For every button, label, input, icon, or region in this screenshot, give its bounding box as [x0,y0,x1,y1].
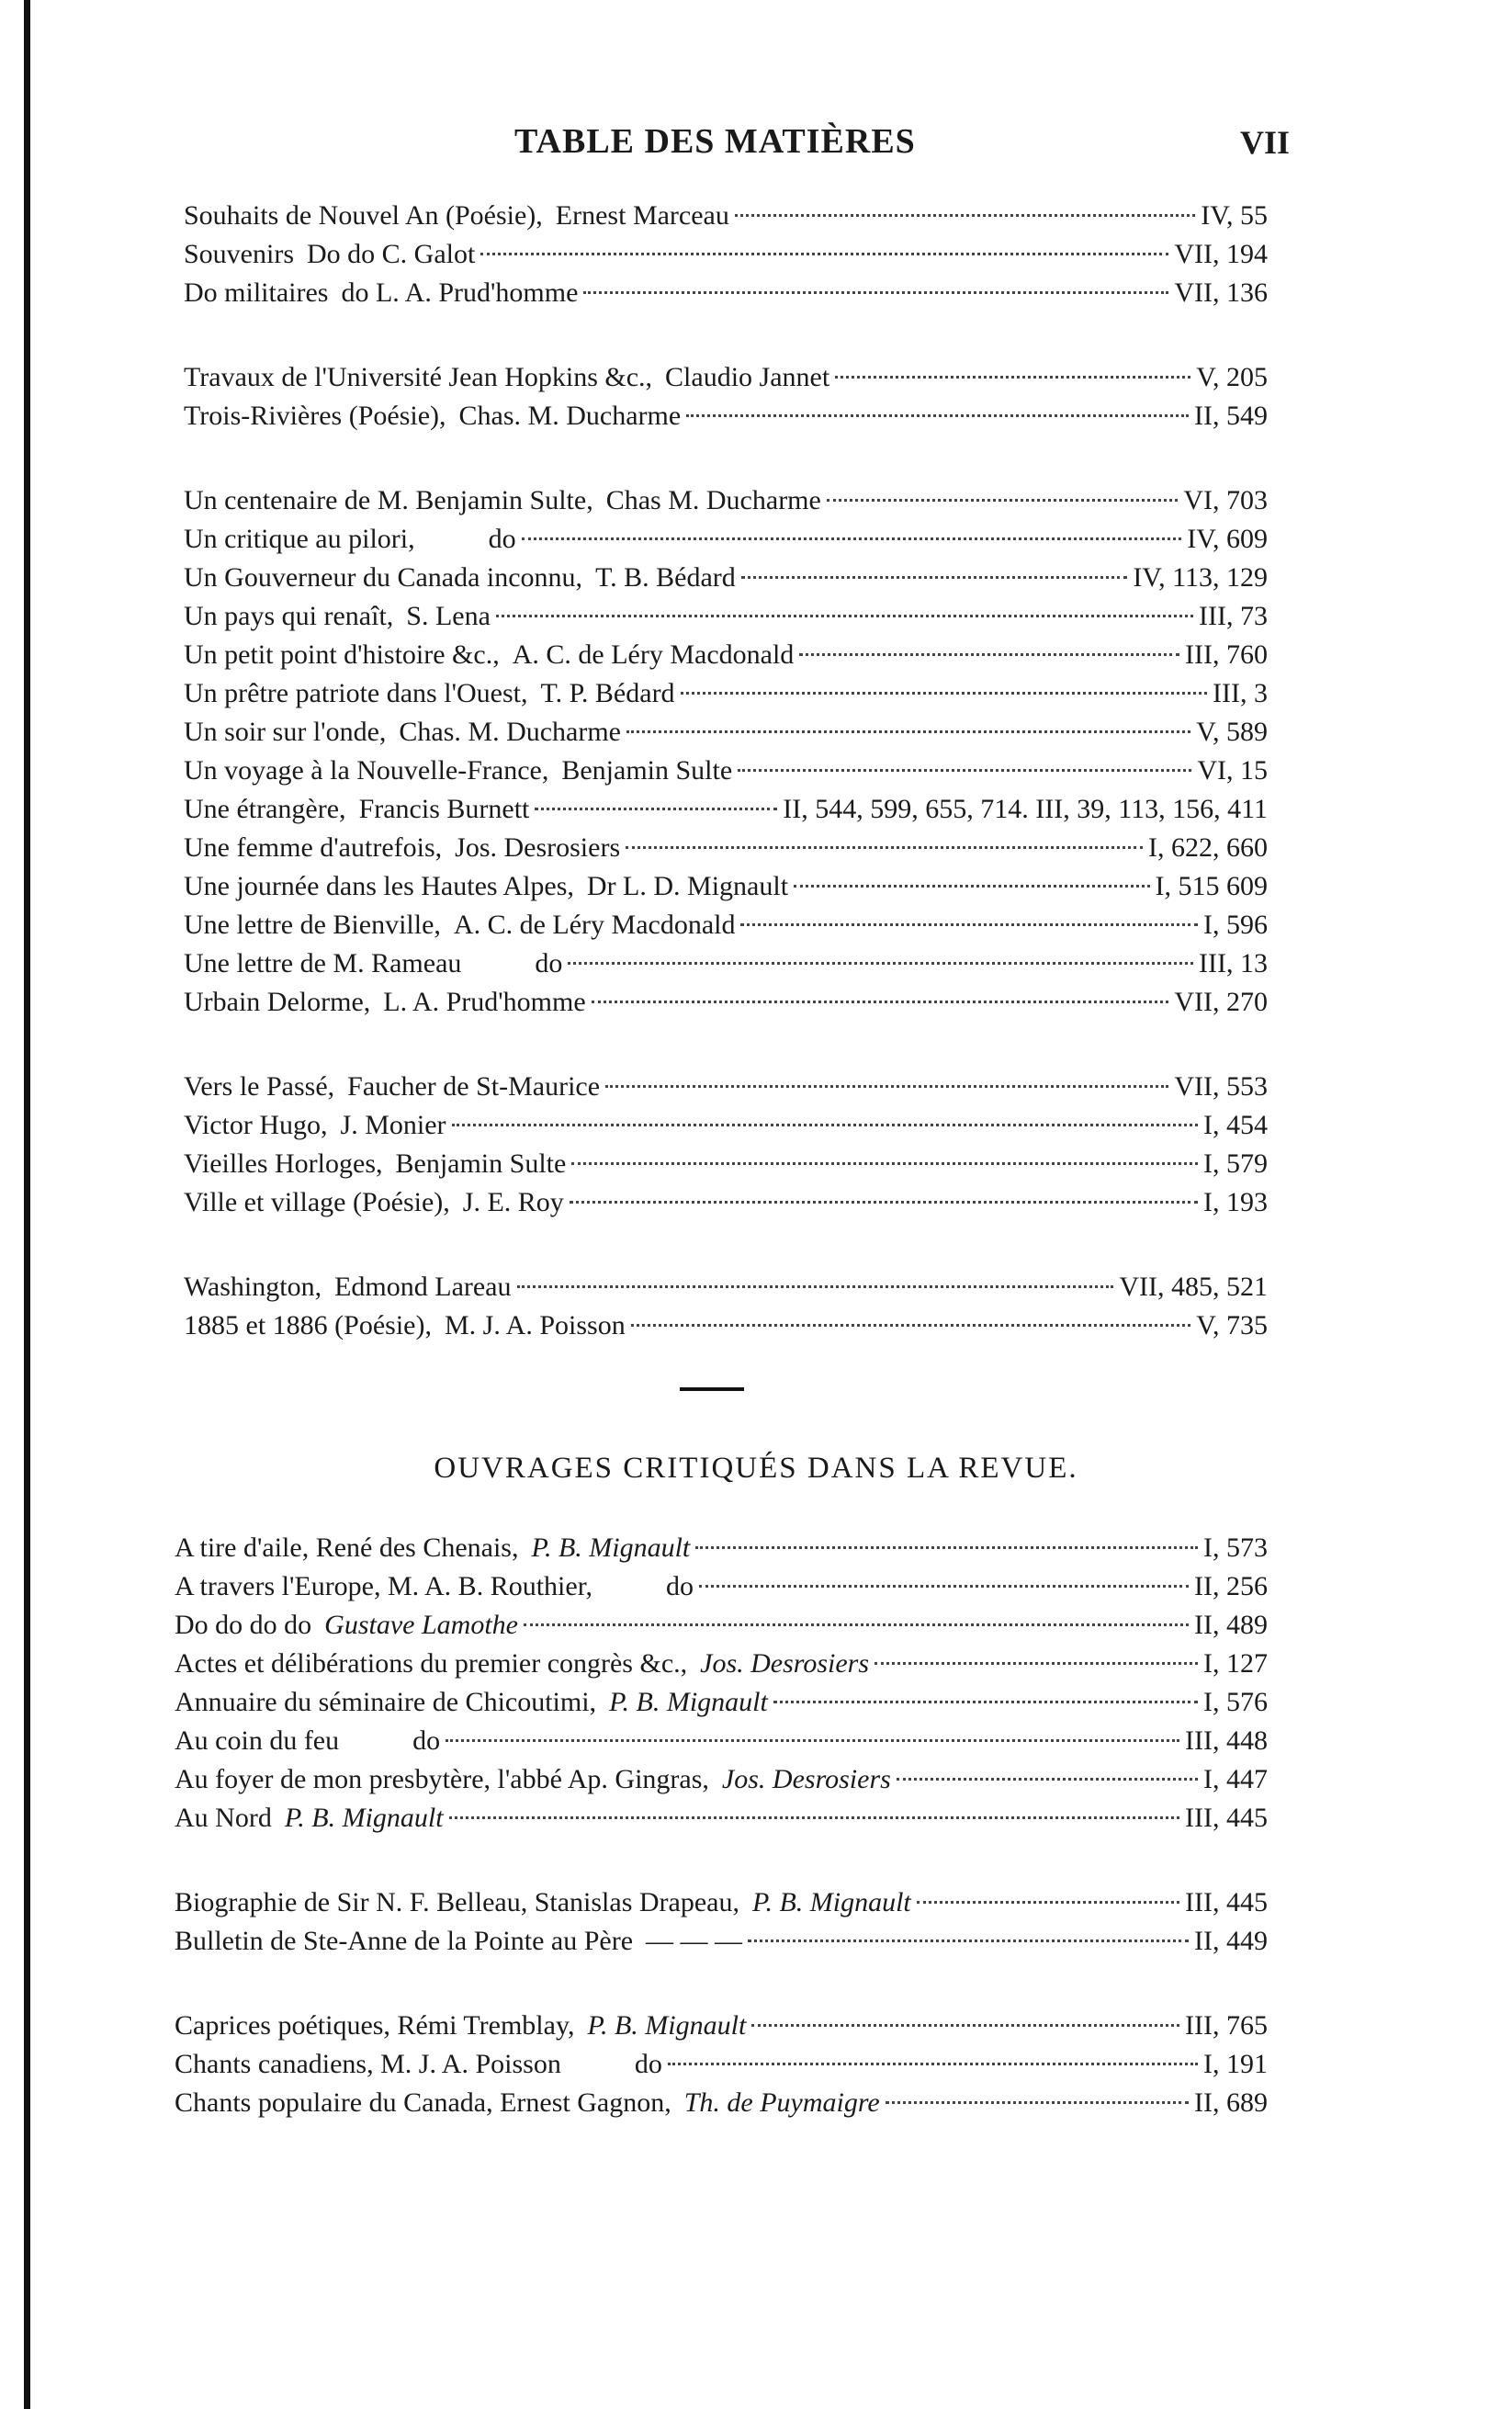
list-item [184,674,1268,713]
entry-author: A. C. de Léry Macdonald [453,910,736,940]
dot-leader [874,1662,1198,1665]
dot-leader [735,214,1195,217]
list-item [184,559,1268,597]
entry-reference: II, 489 [1194,1610,1268,1640]
entry-reference: I, 573 [1203,1532,1268,1563]
entry-title: Victor Hugo, [184,1110,328,1140]
entry-title: Au foyer de mon presbytère, l'abbé Ap. Gingras, [175,1764,709,1794]
entry-group [175,2007,1268,2122]
entry-reference: I, 596 [1203,910,1268,940]
entry-title: Une femme d'autrefois, [184,832,443,863]
entry-author: A. C. de Léry Macdonald [512,639,795,670]
dot-leader [631,1324,1190,1327]
entry-group [184,481,1268,1022]
entry-title: Un voyage à la Nouvelle-France, [184,755,549,786]
entry-title: Urbain Delorme, [184,987,371,1017]
entry-author: Francis Burnett [358,794,530,824]
dot-leader [570,1201,1198,1204]
entry-reference: III, 445 [1185,1887,1268,1917]
dot-leader [524,1623,1189,1626]
entry-title: Souvenirs [184,239,294,269]
entry-group [184,1068,1268,1222]
entry-title: Actes et délibérations du premier congrès &c., [175,1648,688,1679]
entry-author: Jos. Desrosiers [455,832,621,863]
entry-author: Benjamin Sulte [395,1148,567,1179]
list-item [175,1883,1268,1922]
list-item [184,1068,1268,1106]
entry-author: Dr L. D. Mignault [586,871,789,901]
dot-leader [568,962,1193,965]
entry-title: Annuaire du séminaire de Chicoutimi, [175,1687,597,1717]
entry-title: Do militaires [184,277,329,308]
dot-leader [626,730,1190,733]
entry-title: Biographie de Sir N. F. Belleau, Stanislas Drapeau, [175,1887,739,1917]
dot-leader [799,653,1179,656]
list-item [175,1645,1268,1683]
entry-author: Faucher de St-Maurice [347,1071,601,1102]
section-separator [680,1387,744,1391]
entry-author: do [412,1725,441,1756]
dot-leader [449,1816,1179,1819]
entry-group [184,197,1268,312]
entry-author: do [665,1571,694,1601]
entry-author: Chas. M. Ducharme [458,401,682,431]
entry-reference: II, 449 [1194,1926,1268,1956]
dot-leader [686,414,1189,417]
list-item [184,829,1268,867]
dot-leader [681,692,1207,695]
entry-reference: III, 3 [1213,678,1268,708]
entry-reference: II, 549 [1194,401,1268,431]
entry-reference: I, 454 [1203,1110,1268,1140]
list-item [175,2007,1268,2045]
entry-group [184,358,1268,435]
dot-leader [583,291,1168,294]
entry-title: Un prêtre patriote dans l'Ouest, [184,678,528,708]
list-item [175,1683,1268,1722]
entry-reference: I, 127 [1203,1648,1268,1679]
entry-reference: IV, 55 [1201,200,1268,231]
entry-title: Washington, [184,1272,322,1302]
entry-title: Caprices poétiques, Rémi Tremblay, [175,2010,575,2041]
entry-author: S. Lena [406,601,491,631]
list-item [175,1799,1268,1838]
entry-author: Jos. Desrosiers [721,1764,891,1794]
entry-title: Chants canadiens, M. J. A. Poisson [175,2049,561,2079]
list-item [184,520,1268,559]
entry-title: Un pays qui renaît, [184,601,394,631]
entry-title: Chants populaire du Canada, Ernest Gagnon, [175,2087,671,2118]
entry-title: A travers l'Europe, M. A. B. Routhier, [175,1571,592,1601]
entry-reference: VII, 136 [1174,277,1268,308]
entry-reference: III, 445 [1185,1803,1268,1833]
entry-group [175,1883,1268,1961]
section-heading: OUVRAGES CRITIQUÉS DANS LA REVUE. [434,1452,1078,1485]
entry-author: P. B. Mignault [284,1803,444,1833]
entry-title: 1885 et 1886 (Poésie), [184,1310,432,1340]
list-item [175,1567,1268,1606]
entry-title: Vieilles Horloges, [184,1148,383,1179]
dot-leader [794,885,1149,888]
entry-title: Une lettre de Bienville, [184,910,441,940]
entry-author: Jos. Desrosiers [700,1648,870,1679]
entry-author: Chas M. Ducharme [605,485,821,515]
entry-reference: I, 622, 660 [1148,832,1268,863]
entry-reference: V, 589 [1196,717,1268,747]
entry-group [184,1268,1268,1345]
dot-leader [535,808,777,810]
entry-reference: III, 448 [1185,1725,1268,1756]
entry-group [175,1529,1268,1838]
dot-leader [605,1085,1168,1088]
dot-leader [917,1901,1179,1904]
entry-reference: II, 256 [1194,1571,1268,1601]
list-item [175,1760,1268,1799]
entry-author: Chas. M. Ducharme [399,717,622,747]
dot-leader [748,1940,1189,1942]
entry-reference: VII, 553 [1174,1071,1268,1102]
entry-reference: IV, 609 [1187,524,1268,554]
entry-reference: I, 515 609 [1155,871,1268,901]
list-item [175,2084,1268,2122]
entry-author: J. Monier [340,1110,446,1140]
entry-author: L. A. Prud'homme [383,987,586,1017]
list-item [184,983,1268,1022]
dot-leader [695,1546,1198,1549]
entry-author: Benjamin Sulte [561,755,733,786]
list-item [184,867,1268,906]
dot-leader [668,2063,1198,2065]
list-item [184,906,1268,944]
list-item [184,1106,1268,1145]
entry-title: Un petit point d'histoire &c., [184,639,500,670]
entry-author: Do do C. Galot [307,239,476,269]
page-edge [24,0,30,2409]
entry-title: Ville et village (Poésie), [184,1187,450,1217]
dot-leader [592,1001,1169,1003]
entry-reference: VII, 194 [1174,239,1268,269]
list-item [184,358,1268,397]
running-title: TABLE DES MATIÈRES [514,122,916,161]
list-item [184,1145,1268,1183]
dot-leader [738,769,1191,772]
entry-reference: I, 191 [1203,2049,1268,2079]
dot-leader [496,615,1193,617]
list-item [184,235,1268,274]
entry-title: Un critique au pilori, [184,524,415,554]
entry-reference: VI, 15 [1197,755,1268,786]
list-item [175,1722,1268,1760]
reviewed-works-list [175,1529,1268,2168]
entry-reference: II, 544, 599, 655, 714. III, 39, 113, 156, 411 [783,794,1268,824]
entry-author: T. B. Bédard [595,562,736,593]
entry-title: Un soir sur l'onde, [184,717,387,747]
entry-author: P. B. Mignault [609,1687,768,1717]
entry-title: Au Nord [175,1803,272,1833]
entry-reference: VI, 703 [1183,485,1268,515]
dot-leader [571,1162,1198,1165]
dot-leader [827,499,1179,502]
dot-leader [751,2024,1179,2027]
dot-leader [773,1701,1198,1703]
entry-reference: V, 205 [1196,362,1268,392]
dot-leader [452,1124,1198,1126]
list-item [184,944,1268,983]
list-item [184,1268,1268,1306]
entry-title: Au coin du feu [175,1725,340,1756]
list-item [184,1183,1268,1222]
dot-leader [480,253,1168,255]
entry-title: Vers le Passé, [184,1071,335,1102]
dot-leader [897,1778,1198,1781]
entry-author: do [634,2049,662,2079]
list-item [175,1606,1268,1645]
list-item [175,2045,1268,2084]
entry-author: P. B. Mignault [751,1887,911,1917]
entry-title: Travaux de l'Université Jean Hopkins &c., [184,362,653,392]
entry-title: Souhaits de Nouvel An (Poésie), [184,200,543,231]
list-item [184,274,1268,312]
table-of-contents [184,197,1268,1391]
entry-title: Un centenaire de M. Benjamin Sulte, [184,485,593,515]
dot-leader [835,376,1190,379]
list-item [184,752,1268,790]
list-item [184,197,1268,235]
entry-reference: I, 576 [1203,1687,1268,1717]
dot-leader [740,923,1198,926]
page-header [0,121,1512,176]
entry-author: Th. de Puymaigre [683,2087,880,2118]
entry-reference: I, 579 [1203,1148,1268,1179]
entry-author: Edmond Lareau [334,1272,512,1302]
entry-title: Do do do do [175,1610,312,1640]
entry-reference: III, 73 [1199,601,1268,631]
dot-leader [741,576,1128,579]
entry-title: A tire d'aile, René des Chenais, [175,1532,519,1563]
entry-author: do [488,524,516,554]
list-item [184,790,1268,829]
dot-leader [626,846,1143,849]
entry-reference: III, 765 [1185,2010,1268,2041]
entry-reference: II, 689 [1194,2087,1268,2118]
entry-author: Claudio Jannet [665,362,830,392]
entry-author: Gustave Lamothe [324,1610,518,1640]
entry-reference: III, 13 [1199,948,1268,978]
entry-author: do L. A. Prud'homme [341,277,579,308]
entry-author: M. J. A. Poisson [444,1310,626,1340]
list-item [184,1306,1268,1345]
list-item [184,636,1268,674]
list-item [184,713,1268,752]
dot-leader [446,1739,1179,1742]
page-number: VII [1240,124,1291,161]
entry-reference: I, 447 [1203,1764,1268,1794]
list-item [184,481,1268,520]
dot-leader [886,2101,1189,2104]
entry-reference: VII, 485, 521 [1119,1272,1268,1302]
list-item [175,1529,1268,1567]
entry-title: Une lettre de M. Rameau [184,948,462,978]
entry-reference: I, 193 [1203,1187,1268,1217]
entry-author: P. B. Mignault [531,1532,691,1563]
dot-leader [517,1285,1114,1288]
entry-reference: VII, 270 [1174,987,1268,1017]
list-item [184,597,1268,636]
entry-author: T. P. Bédard [540,678,675,708]
entry-reference: III, 760 [1185,639,1268,670]
entry-reference: IV, 113, 129 [1133,562,1268,593]
list-item [175,1922,1268,1961]
entry-title: Une journée dans les Hautes Alpes, [184,871,574,901]
entry-author: do [535,948,563,978]
entry-title: Un Gouverneur du Canada inconnu, [184,562,583,593]
entry-author: — — — [646,1926,743,1956]
dot-leader [522,537,1182,540]
entry-author: Ernest Marceau [555,200,729,231]
entry-title: Trois-Rivières (Poésie), [184,401,446,431]
entry-title: Une étrangère, [184,794,346,824]
list-item [184,397,1268,435]
entry-reference: V, 735 [1196,1310,1268,1340]
dot-leader [699,1585,1189,1588]
entry-title: Bulletin de Ste-Anne de la Pointe au Père [175,1926,634,1956]
entry-author: P. B. Mignault [587,2010,747,2041]
entry-author: J. E. Roy [462,1187,564,1217]
